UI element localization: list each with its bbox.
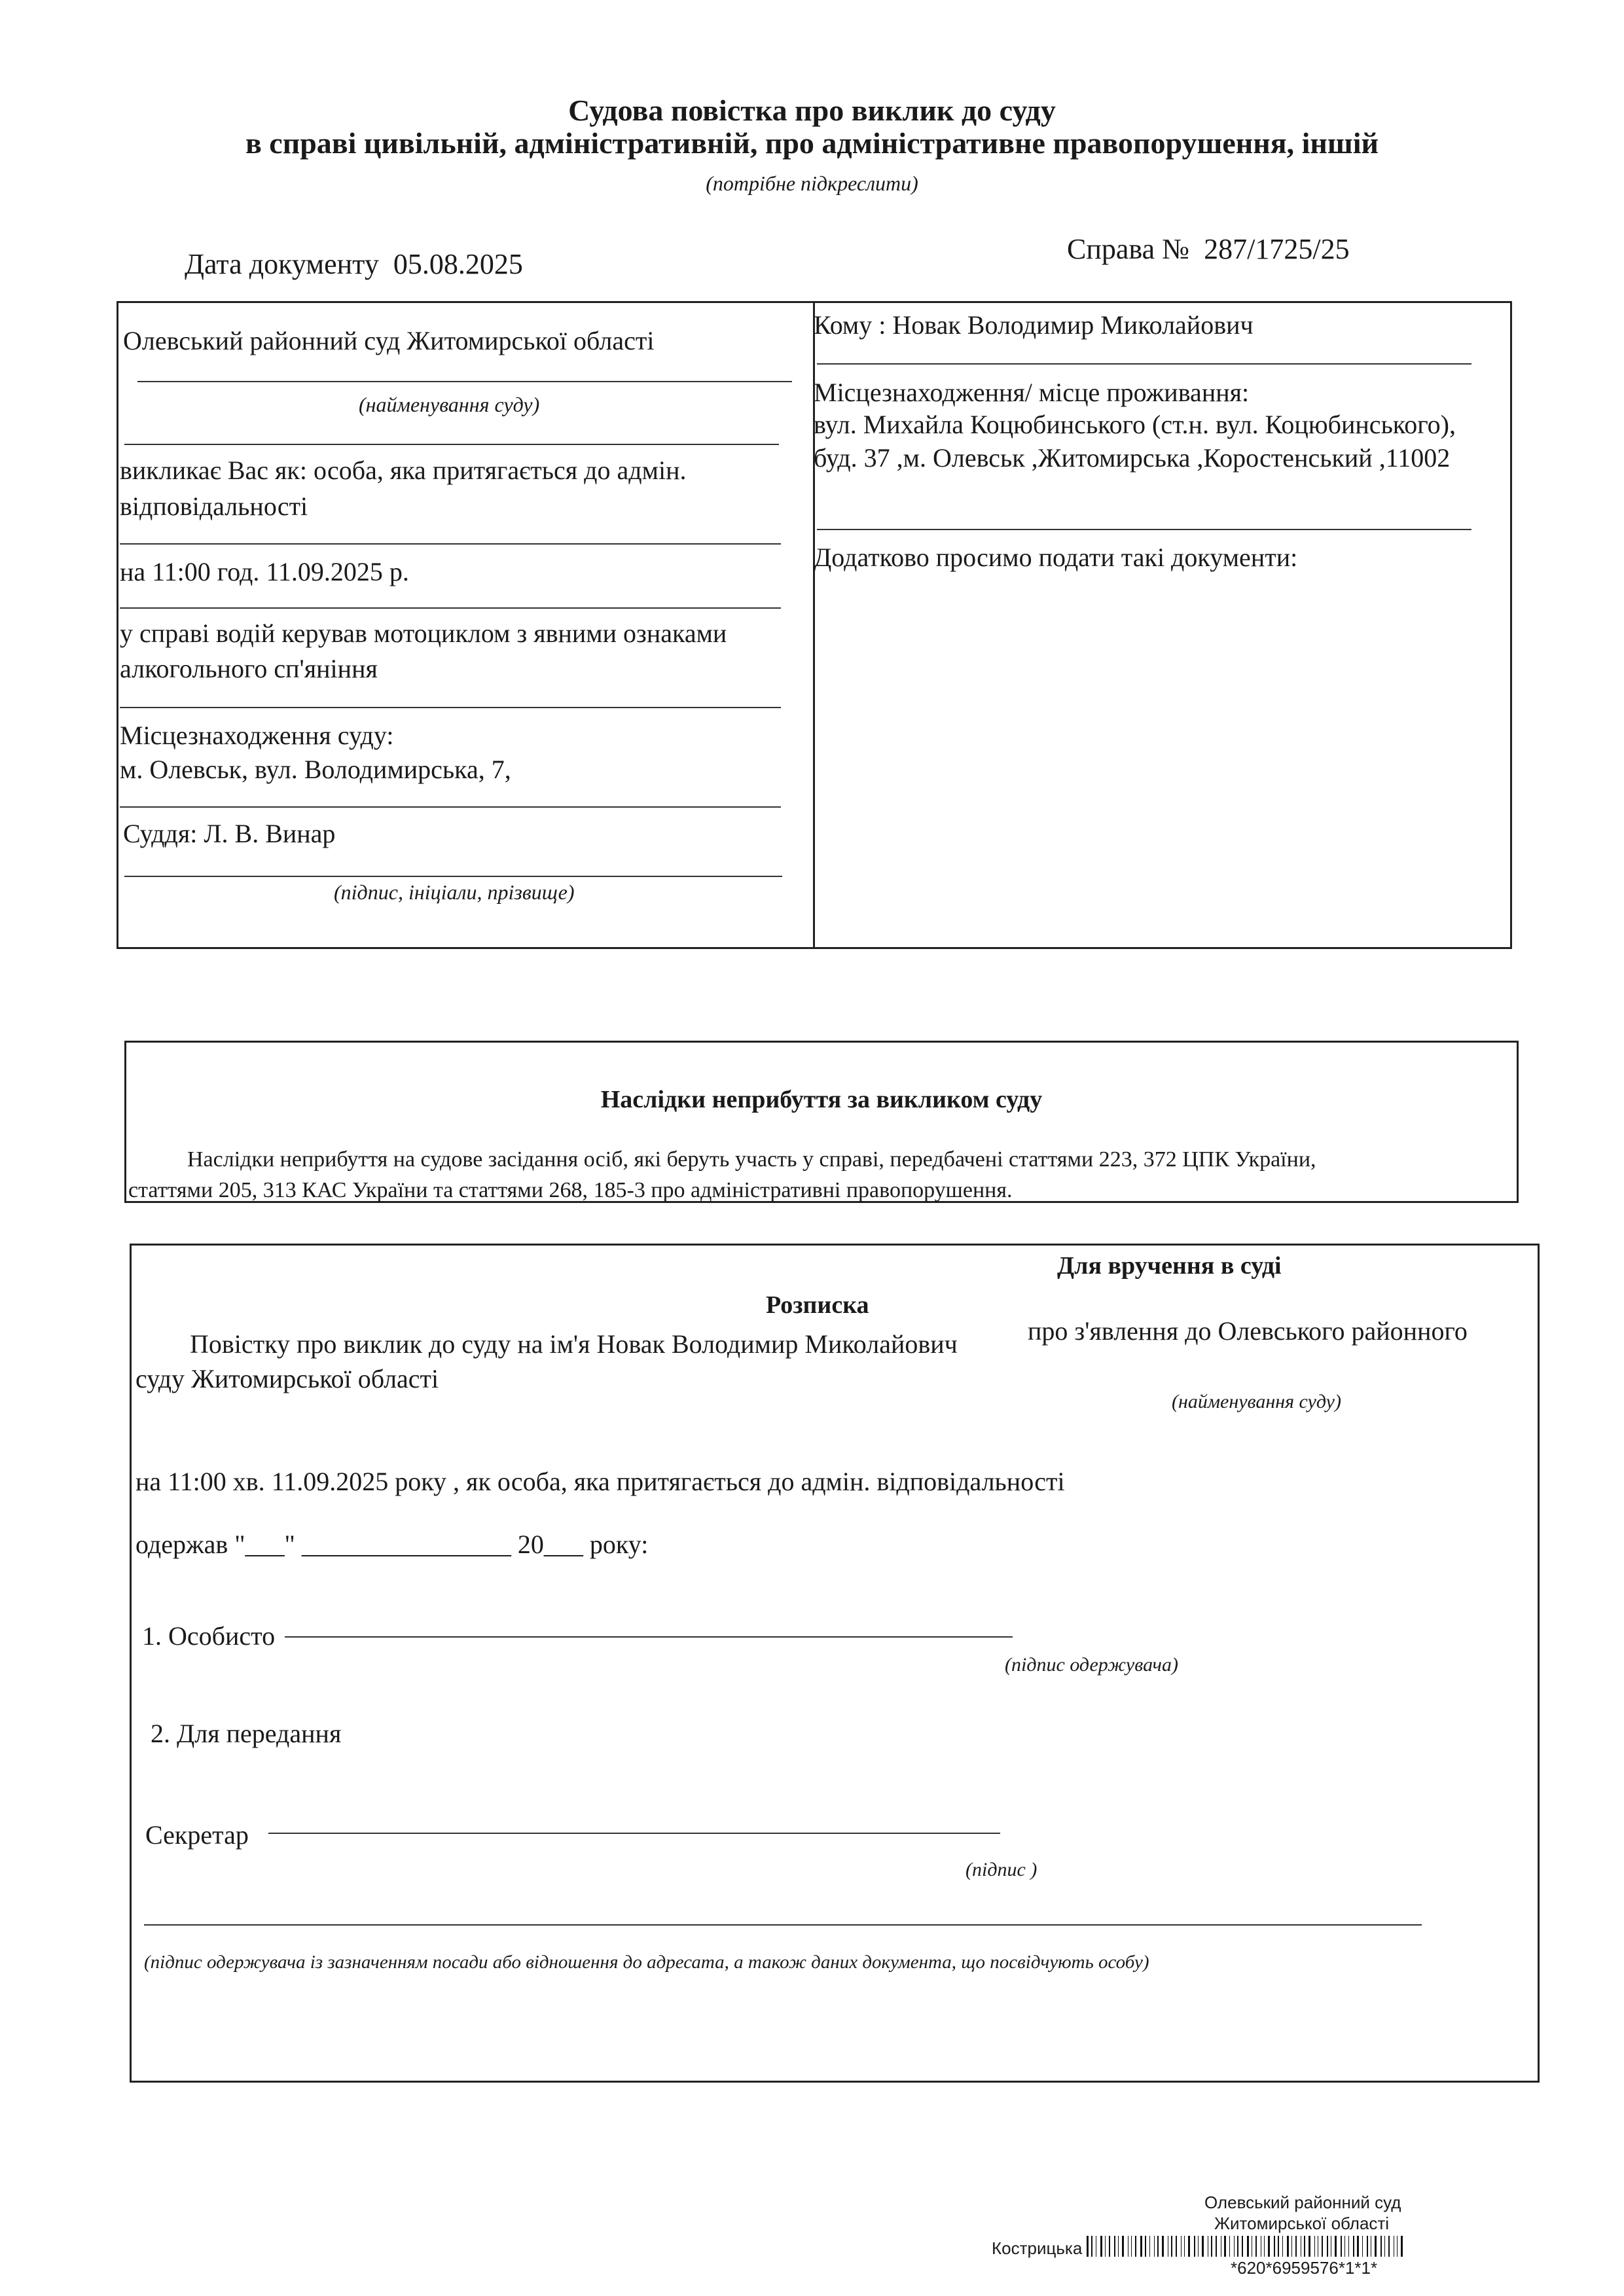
residence-line1: вул. Михайла Коцюбинського (ст.н. вул. Коцюбинського), — [814, 410, 1456, 439]
secretary-signature-line — [268, 1833, 1000, 1834]
receipt-line1: Повістку про виклик до суду на ім'я Новак Володимир Миколайович — [190, 1329, 958, 1359]
court-location-label: Місцезнаходження суду: — [120, 721, 394, 750]
case-label: Справа № — [1067, 233, 1190, 265]
bottom-signature-line — [144, 1924, 1422, 1926]
barcode-text: *620*6959576*1*1* — [1231, 2258, 1378, 2278]
case-value: 287/1725/25 — [1204, 233, 1350, 265]
additional-documents-label: Додатково просимо подати такі документи: — [814, 543, 1298, 572]
recipient-name: Кому : Новак Володимир Миколайович — [814, 310, 1254, 340]
residence-label: Місцезнаходження/ місце проживання: — [814, 378, 1250, 407]
for-transfer-label: 2. Для передання — [151, 1719, 342, 1748]
court-name-hint: (найменування суду) — [359, 393, 540, 416]
residence-line2: буд. 37 ,м. Олевськ ,Житомирська ,Коростенський ,11002 — [814, 443, 1451, 473]
clerk-name: Кострицька — [992, 2238, 1083, 2258]
judge-name: Суддя: Л. В. Винар — [123, 819, 336, 848]
document-date — [185, 247, 523, 281]
judge-hint: (підпис, ініціали, прізвище) — [334, 880, 575, 904]
barcode — [1087, 2236, 1545, 2257]
consequences-text: Наслідки неприбуття на судове засідання осіб, які беруть участь у справі, передбачені статтями 223, 372 ЦПК України, — [187, 1147, 1316, 1172]
secretary-label: Секретар — [145, 1820, 249, 1850]
summoned-as-cont: відповідальності — [120, 492, 308, 521]
personal-signature-line — [285, 1636, 1013, 1638]
receipt-line1-cont: про з'явлення до Олевського районного — [1028, 1316, 1468, 1346]
receipt-court-hint: (найменування суду) — [1172, 1391, 1341, 1412]
bottom-signature-hint: (підпис одержувача із зазначенням посади або відношення до адресата, а також даних документа, що посвідчують особу) — [144, 1952, 1149, 1973]
hearing-time: на 11:00 год. 11.09.2025 р. — [120, 557, 409, 586]
date-value: 05.08.2025 — [393, 248, 523, 280]
summoned-as: викликає Вас як: особа, яка притягається до адмін. — [120, 456, 687, 485]
for-court-label: Для вручення в суді — [1057, 1252, 1282, 1280]
case-number — [1067, 232, 1350, 266]
underline-hint: (потрібне підкреслити) — [706, 171, 918, 195]
recipient-sign-hint: (підпис одержувача) — [1005, 1654, 1178, 1676]
court-name: Олевський районний суд Житомирської області — [123, 326, 655, 355]
receipt-court-name: суду Житомирської області — [135, 1364, 439, 1393]
consequences-heading: Наслідки неприбуття за викликом суду — [600, 1086, 1043, 1113]
receipt-hearing-time: на 11:00 хв. 11.09.2025 року , як особа, яка притягається до адмін. відповідальності — [135, 1467, 1065, 1496]
personal-delivery-label: 1. Особисто — [142, 1621, 276, 1651]
date-label: Дата документу — [185, 248, 379, 280]
secretary-sign-hint: (підпис ) — [965, 1859, 1038, 1880]
footer-court-line2: Житомирської області — [1214, 2214, 1390, 2233]
consequences-text-cont: статтями 205, 313 КАС України та статтями 268, 185-3 про адміністративні правопорушення. — [128, 1178, 1013, 1202]
court-location-value: м. Олевськ, вул. Володимирська, 7, — [120, 755, 511, 784]
footer-court-line1: Олевський районний суд — [1204, 2193, 1401, 2212]
case-description-cont: алкогольного сп'яніння — [120, 654, 378, 683]
case-description: у справі водій керував мотоциклом з явними ознаками — [120, 619, 727, 648]
document-subtitle: в справі цивільній, адміністративній, про адміністративне правопорушення, іншій — [245, 126, 1379, 160]
receipt-heading: Розписка — [766, 1291, 869, 1319]
document-title: Судова повістка про виклик до суду — [568, 94, 1056, 127]
received-date-line: одержав "___" ________________ 20___ року: — [135, 1530, 649, 1559]
